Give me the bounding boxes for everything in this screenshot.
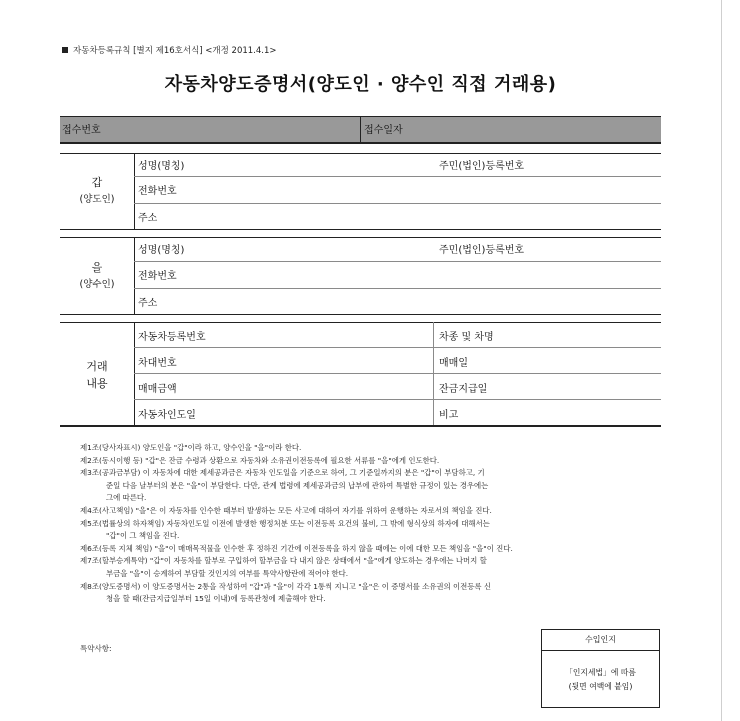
clause-2: 제2조(동시이행 등) "갑"은 잔금 수령과 상환으로 자동차와 소유권이전등록에 필요한 서류를 "을"에게 인도한다. bbox=[80, 455, 440, 465]
clause-5: 제5조(법률상의 하자책임) 자동차인도일 이전에 발생한 행정처분 또는 이전등록 요건의 불비, 그 밖에 형식상의 하자에 대해서는 bbox=[80, 518, 490, 528]
deal-chassis-label: 차대번호 bbox=[138, 358, 177, 369]
deal-delivery-date-label: 자동차인도일 bbox=[138, 410, 196, 421]
clause-4: 제4조(사고책임) "을"은 이 자동차를 인수한 때부터 발생하는 모든 사고에 대하여 자기를 위하여 운행하는 자로서의 책임을 진다. bbox=[80, 505, 492, 515]
buyer-party-label bbox=[60, 259, 134, 293]
deal-row-line-2 bbox=[134, 373, 661, 374]
seller-top-border bbox=[60, 153, 661, 154]
reception-bottom-border bbox=[60, 142, 661, 144]
document-title: 자동차양도증명서(양도인 · 양수인 직접 거래용) bbox=[164, 74, 557, 95]
buyer-divider bbox=[134, 237, 135, 314]
square-bullet-icon bbox=[62, 47, 68, 53]
reception-divider bbox=[360, 117, 361, 142]
seller-label: 갑 bbox=[91, 176, 103, 189]
deal-top-border bbox=[60, 322, 661, 323]
clauses bbox=[80, 442, 658, 606]
buyer-bottom-border bbox=[60, 314, 661, 315]
revenue-stamp-box bbox=[541, 629, 660, 708]
deal-sale-date-label: 매매일 bbox=[439, 358, 468, 369]
clause-3-cont: 그에 따른다. bbox=[106, 493, 147, 503]
deal-bottom-border bbox=[60, 425, 661, 427]
clause-8: 제8조(양도증명서) 이 양도증명서는 2통을 작성하여 "갑"과 "을"이 각각 1통씩 지니고 "을"은 이 증명서를 소유권의 이전등록 신 bbox=[80, 581, 492, 591]
clause-6: 제6조(등록 지체 책임) "을"이 매매목적물을 인수한 후 정하진 기간에 이전등록을 하지 않을 때에는 이에 대한 모든 책임을 "을"이 진다. bbox=[80, 543, 513, 553]
deal-row-line-1 bbox=[134, 347, 661, 348]
deal-note-label: 비고 bbox=[439, 410, 459, 421]
reception-number-label: 접수번호 bbox=[62, 125, 101, 136]
revenue-stamp-line2: (뒷면 여백에 붙임) bbox=[568, 682, 633, 691]
deal-reg-no-label: 자동차등록번호 bbox=[138, 332, 206, 343]
clause-8-cont: 청을 할 때(잔금지급일부터 15일 이내)에 등록관청에 제출해야 한다. bbox=[106, 594, 326, 604]
seller-bottom-border bbox=[60, 229, 661, 230]
seller-name-label: 성명(명칭) bbox=[138, 161, 185, 172]
buyer-row-line-2 bbox=[134, 288, 661, 289]
seller-row-line-2 bbox=[134, 203, 661, 204]
seller-sub-label: (양도인) bbox=[79, 194, 115, 205]
seller-row-line-1 bbox=[134, 176, 661, 177]
page-edge bbox=[721, 0, 722, 721]
deal-model-label: 차종 및 차명 bbox=[439, 332, 494, 343]
form-reference-text: 자동차등록규칙 [별지 제16호서식] <개정 2011.4.1> bbox=[73, 46, 277, 56]
clause-3-cont: 준일 다음 날부터의 분은 "을"이 부담한다. 다만, 관계 법령에 제세공과금의 납부에 관하여 특별한 규정이 있는 경우에는 bbox=[106, 480, 489, 490]
clause-3: 제3조(공과금부담) 이 자동차에 대한 제세공과금은 자동차 인도일을 기준으로 하여, 그 기준일까지의 분은 "갑"이 부담하고, 기 bbox=[80, 468, 485, 478]
clause-7-cont: 부금을 "을"이 승계하여 부담할 것인지의 여부를 특약사항란에 적어야 한다. bbox=[106, 568, 349, 578]
revenue-stamp-title: 수입인지 bbox=[542, 630, 659, 651]
revenue-stamp-note bbox=[542, 666, 659, 694]
deal-balance-date-label: 잔금지급일 bbox=[439, 384, 488, 395]
buyer-sub-label: (양수인) bbox=[79, 279, 115, 290]
clause-5-cont: "갑"이 그 책임을 진다. bbox=[106, 531, 180, 541]
form-reference bbox=[62, 44, 277, 56]
seller-address-label: 주소 bbox=[138, 213, 158, 224]
deal-row-line-3 bbox=[134, 399, 661, 400]
deal-label-line1: 거래 bbox=[86, 360, 108, 373]
buyer-phone-label: 전화번호 bbox=[138, 271, 177, 282]
seller-phone-label: 전화번호 bbox=[138, 186, 177, 197]
buyer-address-label: 주소 bbox=[138, 298, 158, 309]
buyer-reg-no-label: 주민(법인)등록번호 bbox=[439, 245, 525, 256]
clause-1: 제1조(당사자표시) 양도인을 "갑"이라 하고, 양수인을 "을"이라 한다. bbox=[80, 443, 302, 452]
buyer-row-line-1 bbox=[134, 261, 661, 262]
reception-date-label: 접수일자 bbox=[364, 125, 403, 136]
clause-7: 제7조(할부승계특약) "갑"이 자동차를 할부로 구입하여 할부금을 다 내지 않은 상태에서 "을"에게 양도하는 경우에는 나머지 할 bbox=[80, 556, 487, 566]
buyer-name-label: 성명(명칭) bbox=[138, 245, 185, 256]
special-terms-label: 특약사항: bbox=[80, 644, 112, 653]
deal-label-line2: 내용 bbox=[86, 377, 108, 390]
deal-party-label bbox=[60, 358, 134, 392]
deal-price-label: 매매금액 bbox=[138, 384, 177, 395]
revenue-stamp-line1: 「인지세법」에 따름 bbox=[565, 668, 636, 677]
seller-reg-no-label: 주민(법인)등록번호 bbox=[439, 161, 525, 172]
seller-divider bbox=[134, 153, 135, 229]
buyer-top-border bbox=[60, 237, 661, 238]
seller-party-label bbox=[60, 174, 134, 208]
buyer-label: 을 bbox=[91, 261, 103, 274]
